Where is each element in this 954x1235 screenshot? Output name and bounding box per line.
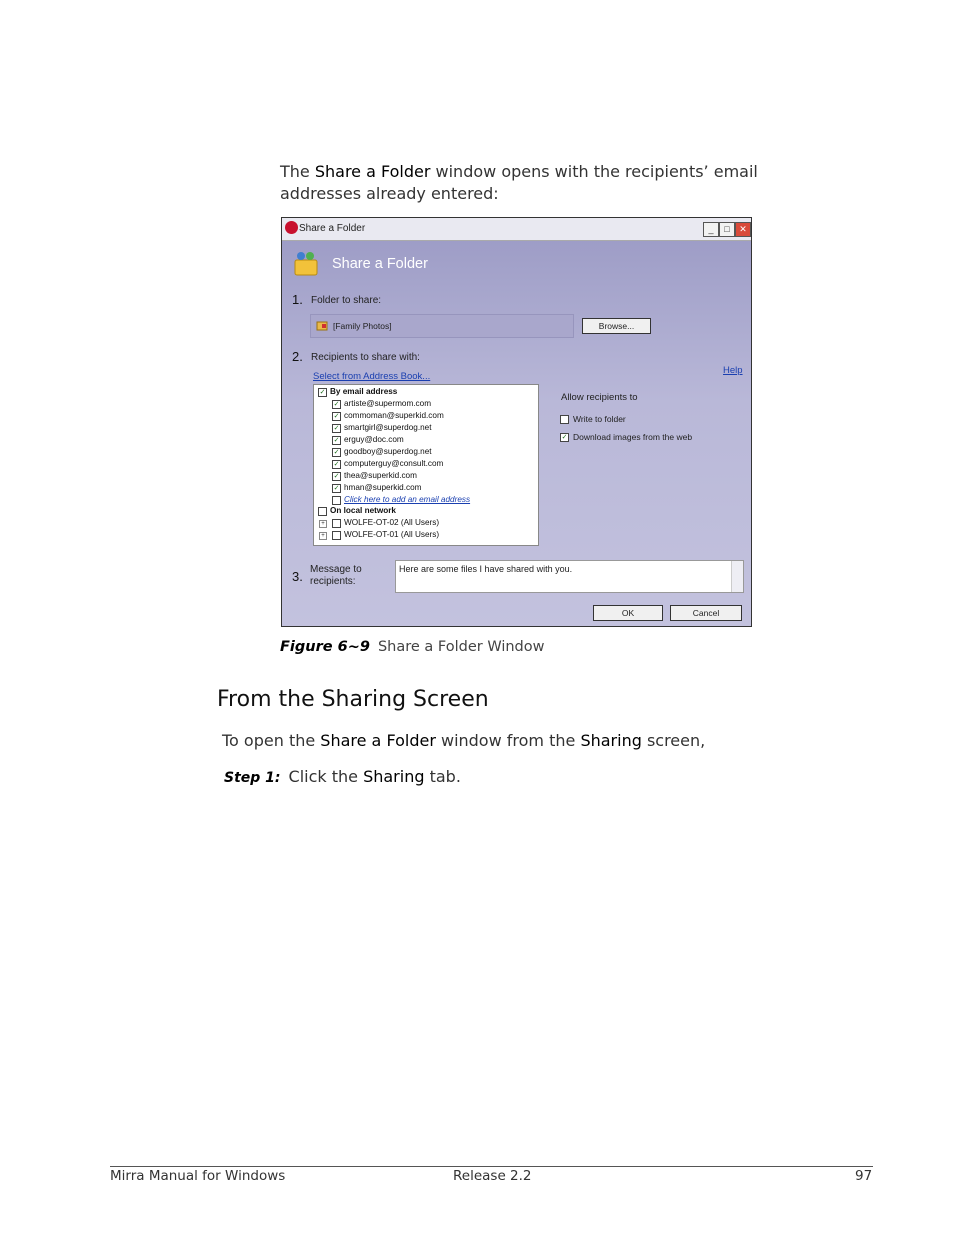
intro-paragraph: [280, 161, 820, 205]
step-2-number: 2.: [292, 349, 303, 364]
share-folder-icon: [291, 248, 321, 278]
step-1: [224, 767, 461, 786]
share-folder-window: [281, 217, 752, 627]
list-item: goodboy@superdog.net: [344, 447, 432, 456]
list-item: artiste@supermom.com: [344, 399, 432, 408]
email-checkbox[interactable]: ✓: [333, 413, 340, 420]
by-email-checkbox[interactable]: ✓: [319, 389, 326, 396]
message-label-line-1: Message to: [310, 564, 362, 575]
ok-button[interactable]: OK: [593, 605, 663, 621]
step-text-1: Click the: [288, 767, 364, 786]
window-title: Share a Folder: [299, 223, 366, 234]
email-checkbox[interactable]: ✓: [333, 461, 340, 468]
list-item: commoman@superkid.com: [344, 411, 444, 420]
list-item: WOLFE-OT-02 (All Users): [344, 518, 440, 527]
recipients-label: Recipients to share with:: [311, 352, 420, 363]
address-book-link[interactable]: Select from Address Book...: [313, 371, 431, 382]
list-item: WOLFE-OT-01 (All Users): [344, 530, 440, 539]
footer-left: Mirra Manual for Windows: [110, 1168, 286, 1184]
email-checkbox[interactable]: ✓: [333, 437, 340, 444]
add-email-checkbox[interactable]: [332, 496, 341, 505]
message-label-line-2: recipients:: [310, 576, 356, 587]
by-email-group: By email address: [330, 387, 398, 396]
help-link[interactable]: Help: [723, 365, 743, 376]
computer-checkbox[interactable]: [332, 519, 341, 528]
window-header-title: Share a Folder: [332, 256, 428, 272]
allow-recipients-label: Allow recipients to: [561, 392, 638, 403]
footer-center: Release 2.2: [453, 1168, 532, 1184]
para-text-3: screen,: [641, 731, 706, 750]
intro-text-2: window opens with the recipients’ email addresses already entered:: [280, 162, 758, 203]
para-text-1: To open the: [222, 731, 321, 750]
write-to-folder-label: Write to folder: [573, 414, 626, 424]
folder-name: [Family Photos]: [333, 321, 392, 331]
email-checkbox[interactable]: ✓: [333, 401, 340, 408]
title-bar: [282, 218, 751, 241]
step-1-number: 1.: [292, 292, 303, 307]
para-text-2: window from the: [435, 731, 581, 750]
minimize-icon[interactable]: _: [703, 222, 719, 237]
list-item: computerguy@consult.com: [344, 459, 444, 468]
list-item: thea@superkid.com: [344, 471, 417, 480]
intro-text-1: The: [280, 162, 315, 181]
message-text: Here are some files I have shared with you.: [399, 564, 573, 574]
step-3-number: 3.: [292, 569, 303, 584]
para-screen-name: Sharing: [580, 731, 642, 750]
recipients-list: [313, 384, 539, 546]
message-input[interactable]: [395, 560, 744, 593]
list-item: hman@superkid.com: [344, 483, 422, 492]
cancel-button[interactable]: Cancel: [670, 605, 742, 621]
footer-rule: [110, 1166, 873, 1167]
folder-to-share-label: Folder to share:: [311, 295, 382, 306]
figure-label: Figure 6~9: [280, 639, 370, 655]
body-paragraph: [222, 731, 705, 750]
folder-field: [310, 314, 574, 338]
email-checkbox[interactable]: ✓: [333, 485, 340, 492]
email-checkbox[interactable]: ✓: [333, 473, 340, 480]
step-label: Step 1:: [224, 770, 281, 786]
figure-caption: [280, 639, 545, 655]
step-tab-name: Sharing: [363, 767, 425, 786]
list-item: smartgirl@superdog.net: [344, 423, 432, 432]
browse-button[interactable]: Browse...: [582, 318, 651, 334]
email-checkbox[interactable]: ✓: [333, 425, 340, 432]
section-heading: From the Sharing Screen: [217, 687, 489, 712]
message-scrollbar[interactable]: [731, 561, 743, 592]
email-checkbox[interactable]: ✓: [333, 449, 340, 456]
para-window-name: Share a Folder: [320, 731, 436, 750]
app-logo-icon: [285, 221, 298, 234]
figure-text: Share a Folder Window: [377, 639, 545, 655]
local-network-group: On local network: [330, 506, 396, 515]
list-item: erguy@doc.com: [344, 435, 404, 444]
close-icon[interactable]: ✕: [735, 222, 751, 237]
expand-icon[interactable]: +: [319, 532, 327, 540]
write-to-folder-checkbox[interactable]: [560, 415, 569, 424]
local-network-checkbox[interactable]: [318, 507, 327, 516]
folder-icon: [316, 319, 328, 331]
computer-checkbox[interactable]: [332, 531, 341, 540]
download-images-label: Download images from the web: [573, 432, 693, 442]
add-email-link[interactable]: Click here to add an email address: [344, 495, 471, 504]
maximize-icon[interactable]: □: [719, 222, 735, 237]
expand-icon[interactable]: +: [319, 520, 327, 528]
page-number: 97: [855, 1168, 873, 1184]
intro-window-name: Share a Folder: [314, 162, 431, 181]
step-text-2: tab.: [424, 767, 461, 786]
download-images-checkbox[interactable]: ✓: [561, 434, 568, 441]
